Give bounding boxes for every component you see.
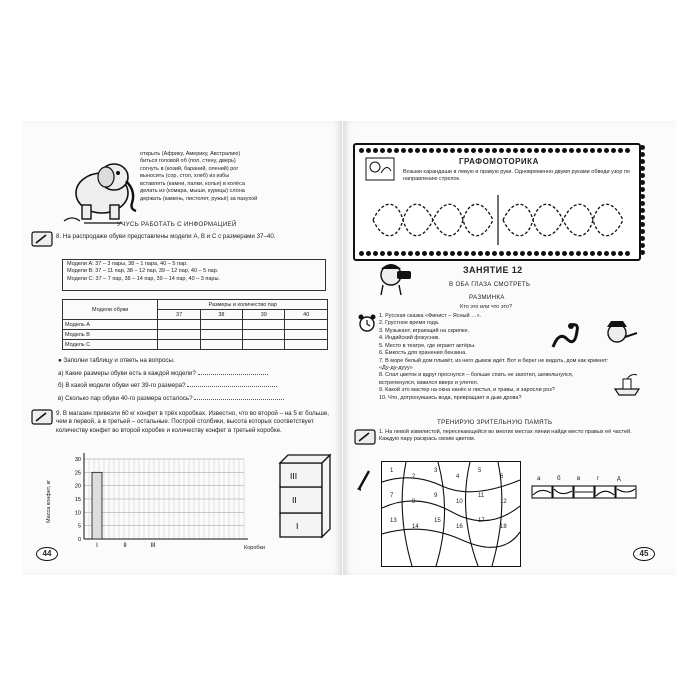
- grid-number: 6: [500, 474, 504, 480]
- bead: [492, 251, 497, 256]
- bead: [366, 251, 371, 256]
- table-cell[interactable]: [243, 340, 285, 350]
- bead: [604, 251, 609, 256]
- bead: [366, 148, 371, 153]
- bead: [640, 159, 645, 164]
- bead: [534, 148, 539, 153]
- bead: [422, 251, 427, 256]
- magician-illustration: [599, 319, 639, 353]
- header-sizes: Размеры и количество пар: [158, 300, 328, 310]
- grid-number: 13: [390, 518, 397, 524]
- idiom-line: биться головой об (пол, стену, дверь): [140, 158, 236, 165]
- task8-number: 8.: [56, 233, 62, 240]
- bead: [401, 148, 406, 153]
- alarm-clock-icon: [357, 313, 377, 333]
- bead: [548, 251, 553, 256]
- riddle-item: 2. Грустное время года.: [379, 320, 440, 327]
- grid-number: 8: [412, 499, 416, 505]
- right-page: [343, 121, 676, 575]
- idioms-list: [140, 151, 340, 203]
- bead: [380, 251, 385, 256]
- row-label: Модель В: [63, 330, 158, 340]
- bead: [611, 148, 616, 153]
- bead: [359, 251, 364, 256]
- task9-number: 9.: [56, 410, 62, 417]
- answer-line[interactable]: [198, 374, 268, 375]
- riddle-item: 1. Русская сказка «Финист – Ясный …».: [379, 313, 482, 319]
- grid-number: 12: [500, 499, 507, 505]
- idiom-line: открыть (Африку, Америку, Австралию): [140, 151, 241, 157]
- bead: [513, 251, 518, 256]
- stacked-boxes-illustration: [274, 453, 334, 541]
- bead: [640, 166, 645, 171]
- bead: [478, 251, 483, 256]
- bead: [640, 229, 645, 234]
- model-b-line: Модели В: 37 – 11 пар, 38 – 12 пар, 39 – 12 пар, 40 – 5 пар.: [67, 268, 219, 275]
- bead: [534, 251, 539, 256]
- y-tick-label: 20: [74, 483, 81, 490]
- bead: [576, 148, 581, 153]
- grafomotorika-panel: [353, 143, 641, 261]
- bead: [640, 215, 645, 220]
- table-cell[interactable]: [200, 340, 242, 350]
- bead: [555, 251, 560, 256]
- bead: [429, 251, 434, 256]
- grid-number: 16: [456, 524, 463, 530]
- y-tick-label: 25: [74, 470, 81, 477]
- bead: [485, 148, 490, 153]
- row-label: Модель С: [63, 340, 158, 350]
- question-b: б) В какой модели обуви нет 39-го размера?: [58, 382, 186, 390]
- riddle-item: 7. В море белый дом плывёт, из него дымок идёт. Вот и берег не видать, дом как крикнет: «Ду-ду-дууу»: [379, 357, 609, 371]
- bead: [640, 243, 645, 248]
- riddle-item: 6. Ёмкость для хранения бензина.: [379, 350, 467, 357]
- bead: [457, 148, 462, 153]
- bead: [640, 173, 645, 178]
- bead: [485, 251, 490, 256]
- bead: [415, 148, 420, 153]
- letter-label: б: [557, 475, 561, 482]
- size-header: 40: [285, 310, 328, 320]
- header-model: Модели обуви: [63, 300, 158, 320]
- table-cell[interactable]: [158, 340, 200, 350]
- who-what-question: Кто это или что это?: [460, 304, 513, 310]
- bead: [590, 148, 595, 153]
- x-tick-label: III: [150, 543, 156, 549]
- question-a: а) Какие размеры обуви есть в каждой модели?: [58, 370, 196, 377]
- table-cell[interactable]: [200, 320, 242, 330]
- bead: [562, 148, 567, 153]
- bead: [478, 148, 483, 153]
- bead: [640, 194, 645, 199]
- riddle-item: 4. Индийский фокусник.: [379, 335, 440, 342]
- grid-number: 4: [456, 474, 460, 480]
- bead: [583, 148, 588, 153]
- bead: [548, 148, 553, 153]
- bead: [422, 148, 427, 153]
- lesson-title: ЗАНЯТИЕ 12: [463, 265, 523, 275]
- bead: [464, 251, 469, 256]
- svg-text:II: II: [292, 496, 297, 505]
- bead: [640, 187, 645, 192]
- answer-line[interactable]: [194, 399, 284, 400]
- questions-list: [58, 370, 330, 403]
- bead: [436, 148, 441, 153]
- size-header: 38: [200, 310, 242, 320]
- bead: [640, 222, 645, 227]
- bead: [569, 251, 574, 256]
- x-tick-label: II: [123, 543, 127, 549]
- models-box: [62, 259, 326, 291]
- bead: [506, 251, 511, 256]
- left-page: [22, 121, 342, 575]
- answer-line[interactable]: [187, 386, 277, 387]
- idiom-line: держать (камень, пистолет, ружьё) за пазухой: [140, 195, 258, 202]
- grid-number: 1: [390, 468, 394, 474]
- bead: [640, 208, 645, 213]
- bead: [640, 236, 645, 241]
- letter-pattern-boxes: [531, 485, 639, 499]
- bead: [618, 148, 623, 153]
- bead: [471, 148, 476, 153]
- bead: [408, 251, 413, 256]
- task1-text: 1. На левой извилистой, пересекающейся во многих местах линии найди место правых её частей. Каждую пару раскрась своим цветом.: [379, 429, 632, 443]
- chart-xlabel: Коробки: [244, 545, 266, 551]
- riddle-item: 5. Место в театре, где играют актёры.: [379, 342, 476, 349]
- bead: [415, 251, 420, 256]
- bead: [492, 148, 497, 153]
- bead: [513, 148, 518, 153]
- bullet-icon: ●: [58, 357, 62, 364]
- snake-illustration: [549, 321, 583, 351]
- model-a-line: Модели А: 37 – 3 пары, 38 – 1 пара, 40 – 5 пар.: [67, 261, 188, 267]
- bead: [569, 148, 574, 153]
- bead: [450, 148, 455, 153]
- y-tick-label: 30: [74, 457, 81, 463]
- grid-number: 3: [434, 468, 438, 474]
- task9-text: В магазин привезли 60 кг конфет в трёх коробках. Известно, что во второй – на 5 кг больше, чем в первой, а в третьей – остальные. Построй столбики, высота которых соответствует количеству конфет во второй коробке и количеству конфет в третьей коробке.: [56, 410, 329, 434]
- bead: [555, 148, 560, 153]
- bead: [618, 251, 623, 256]
- riddle-item: 9. Какой это мастер на окна нанёс и листья, и травы, и заросли роз?: [379, 387, 555, 394]
- table-cell[interactable]: [285, 320, 328, 330]
- bead: [373, 251, 378, 256]
- bead: [457, 251, 462, 256]
- chart-area: [62, 451, 272, 551]
- bead: [640, 201, 645, 206]
- bead: [436, 251, 441, 256]
- bead: [401, 251, 406, 256]
- question-c: в) Сколько пар обуви 40-го размера осталось?: [58, 394, 193, 402]
- size-header: 37: [158, 310, 200, 320]
- bead: [429, 148, 434, 153]
- bar-box-1: [92, 472, 102, 539]
- page-number: 44: [36, 547, 58, 561]
- bead: [527, 251, 532, 256]
- letter-label: д: [617, 475, 621, 482]
- y-tick-label: 5: [77, 523, 81, 530]
- bead: [359, 148, 364, 153]
- grid-number: 5: [478, 468, 482, 474]
- table-cell[interactable]: [285, 330, 328, 340]
- bead: [562, 251, 567, 256]
- y-tick-label: 10: [74, 510, 81, 517]
- bead: [443, 148, 448, 153]
- grid-number: 7: [390, 493, 394, 499]
- riddle-item: 8. Спал цветок и вдруг проснулся – больше спать не захотел, шевельнулся, встрепенулся, взвился вверх и улетел.: [379, 372, 574, 386]
- bead: [443, 251, 448, 256]
- bead: [527, 148, 532, 153]
- bead: [394, 148, 399, 153]
- riddle-item: 10. Что, дотронувшись вода, превращает в дым дрова?: [379, 394, 522, 401]
- grid-number: 17: [478, 518, 485, 524]
- boy-with-binoculars-illustration: [375, 261, 417, 297]
- task8-instruction: Заполни таблицу и ответь на вопросы.: [63, 357, 175, 364]
- pen-icon: [30, 229, 54, 249]
- letter-label: а: [537, 475, 541, 482]
- bead: [450, 251, 455, 256]
- bead: [597, 148, 602, 153]
- y-tick-label: 0: [77, 537, 81, 543]
- memory-title: ТРЕНИРУЮ ЗРИТЕЛЬНУЮ ПАМЯТЬ: [437, 419, 553, 426]
- bead: [640, 180, 645, 185]
- bead: [387, 148, 392, 153]
- grid-number: 9: [434, 493, 438, 499]
- maze-grid: [381, 461, 521, 567]
- tracing-pattern: [369, 195, 627, 245]
- task8-text: На распродаже обуви представлены модели А, В и С с размерами 37–40.: [62, 233, 276, 240]
- bead: [640, 250, 645, 255]
- table-cell[interactable]: [158, 320, 200, 330]
- page-number: 45: [633, 547, 655, 561]
- idiom-line: выносить (сор, стол, хлеб) из избы: [140, 173, 230, 180]
- section-title: УЧУСЬ РАБОТАТЬ С ИНФОРМАЦИЕЙ: [117, 221, 237, 228]
- svg-text:I: I: [296, 522, 299, 531]
- bead: [625, 251, 630, 256]
- bead-border-right: [639, 145, 647, 255]
- bead: [499, 251, 504, 256]
- letter-label: г: [597, 475, 600, 482]
- grid-number: 15: [434, 518, 441, 524]
- idiom-line: делать из (комара, мыши, курицы) слона: [140, 188, 245, 195]
- row-label: Модель А: [63, 320, 158, 330]
- grid-number: 11: [478, 493, 485, 499]
- bead: [541, 148, 546, 153]
- letter-label: в: [577, 475, 581, 482]
- bead: [625, 148, 630, 153]
- candy-chart: [46, 451, 282, 551]
- bead: [394, 251, 399, 256]
- bead: [576, 251, 581, 256]
- pen-icon: [30, 407, 54, 427]
- bead: [541, 251, 546, 256]
- bead: [471, 251, 476, 256]
- bead: [380, 148, 385, 153]
- bead: [640, 152, 645, 157]
- bead-border-bottom: [359, 251, 630, 256]
- table-cell[interactable]: [285, 340, 328, 350]
- table-cell[interactable]: [200, 330, 242, 340]
- bead: [611, 251, 616, 256]
- bead: [387, 251, 392, 256]
- bead: [499, 148, 504, 153]
- grafo-title: ГРАФОМОТОРИКА: [459, 157, 539, 166]
- table-row: [63, 340, 328, 350]
- warmup-heading: РАЗМИНКА: [469, 294, 505, 301]
- bead: [464, 148, 469, 153]
- table-row: [63, 330, 328, 340]
- size-header: 39: [243, 310, 285, 320]
- grafo-instructions: Возьми карандаши в левую и правую руки. Одновременно двумя руками обведи узор по направлению стрелок.: [403, 169, 630, 183]
- bead: [590, 251, 595, 256]
- grid-number: 14: [412, 524, 419, 530]
- bead-border-top: [359, 148, 630, 153]
- bead: [640, 145, 645, 150]
- shoe-table: [62, 299, 328, 350]
- bead: [583, 251, 588, 256]
- grid-number: 18: [500, 524, 507, 530]
- elephant-illustration: [62, 155, 142, 227]
- riddle-item: 3. Музыкант, играющий на скрипке.: [379, 327, 470, 334]
- bead: [520, 251, 525, 256]
- grid-number: 10: [456, 499, 463, 505]
- hands-drawing-illustration: [365, 157, 395, 181]
- ship-illustration: [613, 371, 641, 397]
- bead: [604, 148, 609, 153]
- y-tick-label: 15: [74, 497, 81, 503]
- table-cell[interactable]: [158, 330, 200, 340]
- brush-icon: [355, 467, 373, 491]
- idiom-line: согнуть в (козий, бараний, олений) рог: [140, 165, 239, 172]
- model-c-line: Модели С: 37 – 7 пар, 38 – 14 пар, 39 – 14 пар, 40 – 3 пары.: [67, 275, 220, 282]
- bead: [597, 251, 602, 256]
- idiom-line: вставлять (камни, палки, колья) в колёса: [140, 180, 245, 187]
- svg-text:III: III: [290, 472, 298, 481]
- x-tick-label: I: [96, 543, 98, 549]
- bead: [506, 148, 511, 153]
- table-row: [63, 320, 328, 330]
- grid-number: 2: [412, 474, 416, 480]
- lesson-subtitle: В ОБА ГЛАЗА СМОТРЕТЬ: [449, 281, 531, 288]
- table-cell[interactable]: [243, 320, 285, 330]
- bead: [520, 148, 525, 153]
- chart-ylabel: Масса конфет, кг: [46, 479, 52, 523]
- pen-icon: [353, 427, 377, 447]
- table-cell[interactable]: [243, 330, 285, 340]
- bead: [408, 148, 413, 153]
- bead: [373, 148, 378, 153]
